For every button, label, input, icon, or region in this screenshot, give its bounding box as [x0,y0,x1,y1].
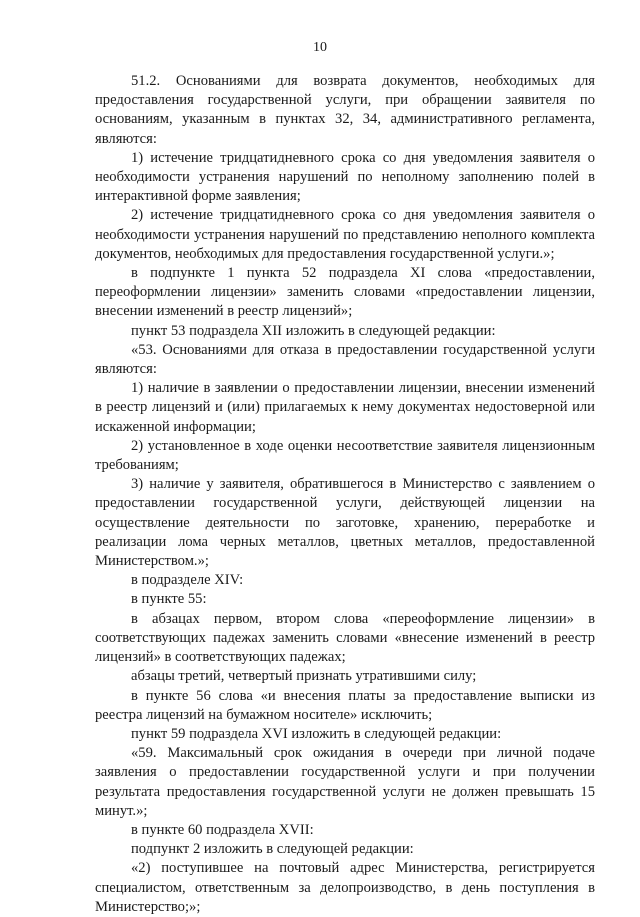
paragraph-53-item-2: 2) установленное в ходе оценки несоответствие заявителя лицензионным требованиям; [95,437,595,474]
page-number: 10 [313,40,327,55]
document-body [95,72,595,917]
paragraph-51-2: 51.2. Основаниями для возврата документов, необходимых для предоставления государственной услуги, при обращении заявителя по основаниям, указанным в пунктах 32, 34, административного регламента, являются: [95,73,595,147]
paragraph-point-53-intro: пункт 53 подраздела XII изложить в следующей редакции: [131,322,496,339]
paragraph-item-2: 2) истечение тридцатидневного срока со дня уведомления заявителя о необходимости устранения нарушений по представлению неполного комплекта документов, необходимых для предоставления государственной услуги.»; [95,207,595,262]
paragraph-55-abzac-1-2: в абзацах первом, втором слова «переоформление лицензии» в соответствующих падежах заменить словами «внесение изменений в реестр лицензий» в соответствующих падежах; [95,610,595,666]
paragraph-point-56: в пункте 56 слова «и внесения платы за предоставление выписки из реестра лицензий на бумажном носителе» исключить; [95,687,595,723]
paragraph-55-abzac-3-4: абзацы третий, четвертый признать утратившими силу; [131,668,477,685]
paragraph-subpoint-52: в подпункте 1 пункта 52 подраздела XI слова «предоставлении, переоформлении лицензии» заменить словами «предоставлении лицензии, внесении изменений в реестр лицензий»; [95,265,595,320]
paragraph-subpoint-2: «2) поступившее на почтовый адрес Министерства, регистрируется специалистом, ответственным за делопроизводство, в день поступления в Министерство;»; [95,860,595,915]
paragraph-59: «59. Максимальный срок ожидания в очереди при личной подаче заявления о предоставлении государственной услуги и при получении результата предоставления государственной услуги не должен превышать 15 минут.»; [95,745,595,819]
paragraph-53-item-1: 1) наличие в заявлении о предоставлении лицензии, внесении изменений в реестр лицензий и (или) прилагаемых к нему документах недостоверной или искаженной информации; [95,380,595,435]
paragraph-point-59-intro: пункт 59 подраздела XVI изложить в следующей редакции: [131,725,502,742]
paragraph-53: «53. Основаниями для отказа в предоставлении государственной услуги являются: [95,341,595,378]
paragraph-item-1: 1) истечение тридцатидневного срока со дня уведомления заявителя о необходимости устранения нарушений по неполному заполнению полей в интерактивной форме заявления; [95,149,595,205]
paragraph-subsection-14: в подразделе XIV: [131,572,244,589]
paragraph-point-60: в пункте 60 подраздела XVII: [131,821,314,838]
paragraph-53-item-3: 3) наличие у заявителя, обратившегося в Министерство с заявлением о предоставлении государственной услуги, действующей лицензии на осуществление деятельности по заготовке, хранению, переработке и реализации лома черных металлов, цветных металлов, предоставленной Министерством.»; [95,476,595,570]
paragraph-subpoint-2-intro: подпункт 2 изложить в следующей редакции: [131,841,414,858]
paragraph-point-55: в пункте 55: [131,591,207,608]
